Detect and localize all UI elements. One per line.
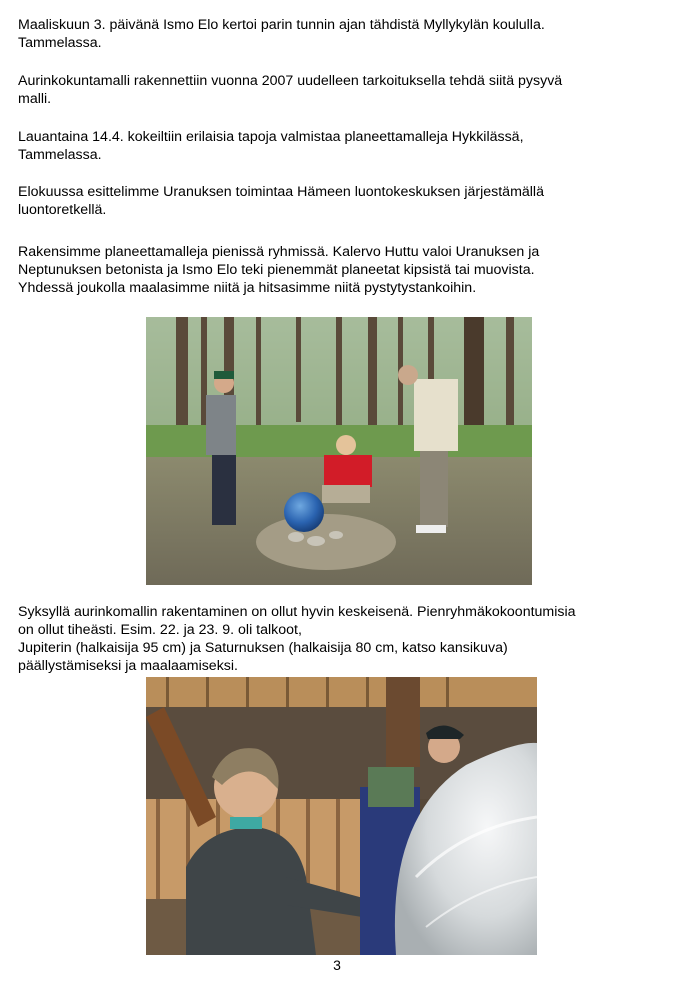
text-line: on ollut tiheästi. Esim. 22. ja 23. 9. oli talkoot, [18,622,302,638]
text-line: luontoretkellä. [18,202,107,218]
text-line: Tammelassa. [18,147,102,163]
text-line: Maaliskuun 3. päivänä Ismo Elo kertoi parin tunnin ajan tähdistä Myllykylän koululla. [18,17,545,33]
paragraph-building-models [18,243,658,297]
page-number: 3 [333,957,341,973]
paragraph-star-talk [18,16,658,52]
paragraph-model-rebuilt [18,72,658,108]
text-line: Neptunuksen betonista ja Ismo Elo teki pienemmät planeetat kipsistä tai muovista. [18,262,535,278]
text-line: Syksyllä aurinkomallin rakentaminen on ollut hyvin keskeisenä. Pienryhmäkokoontumisia [18,604,576,620]
workshop-painting-photo [146,677,537,955]
forest-planet-photo [146,317,532,585]
text-line: Aurinkokuntamalli rakennettiin vuonna 2007 uudelleen tarkoituksella tehdä siitä pysyvä [18,73,563,89]
text-line: Elokuussa esittelimme Uranuksen toimintaa Hämeen luontokeskuksen järjestämällä [18,184,544,200]
paragraph-saturday-test [18,128,658,164]
text-line: malli. [18,91,52,107]
paragraph-autumn-work [18,603,658,675]
paragraph-august-event [18,183,658,219]
text-line: päällystämiseksi ja maalaamiseksi. [18,658,238,674]
text-line: Rakensimme planeettamalleja pienissä ryhmissä. Kalervo Huttu valoi Uranuksen ja [18,244,540,260]
text-line: Jupiterin (halkaisija 95 cm) ja Saturnuksen (halkaisija 80 cm, katso kansikuva) [18,640,508,656]
text-line: Lauantaina 14.4. kokeiltiin erilaisia tapoja valmistaa planeettamalleja Hykkilässä, [18,129,524,145]
text-line: Yhdessä joukolla maalasimme niitä ja hitsasimme niitä pystytystankoihin. [18,280,477,296]
text-line: Tammelassa. [18,35,102,51]
